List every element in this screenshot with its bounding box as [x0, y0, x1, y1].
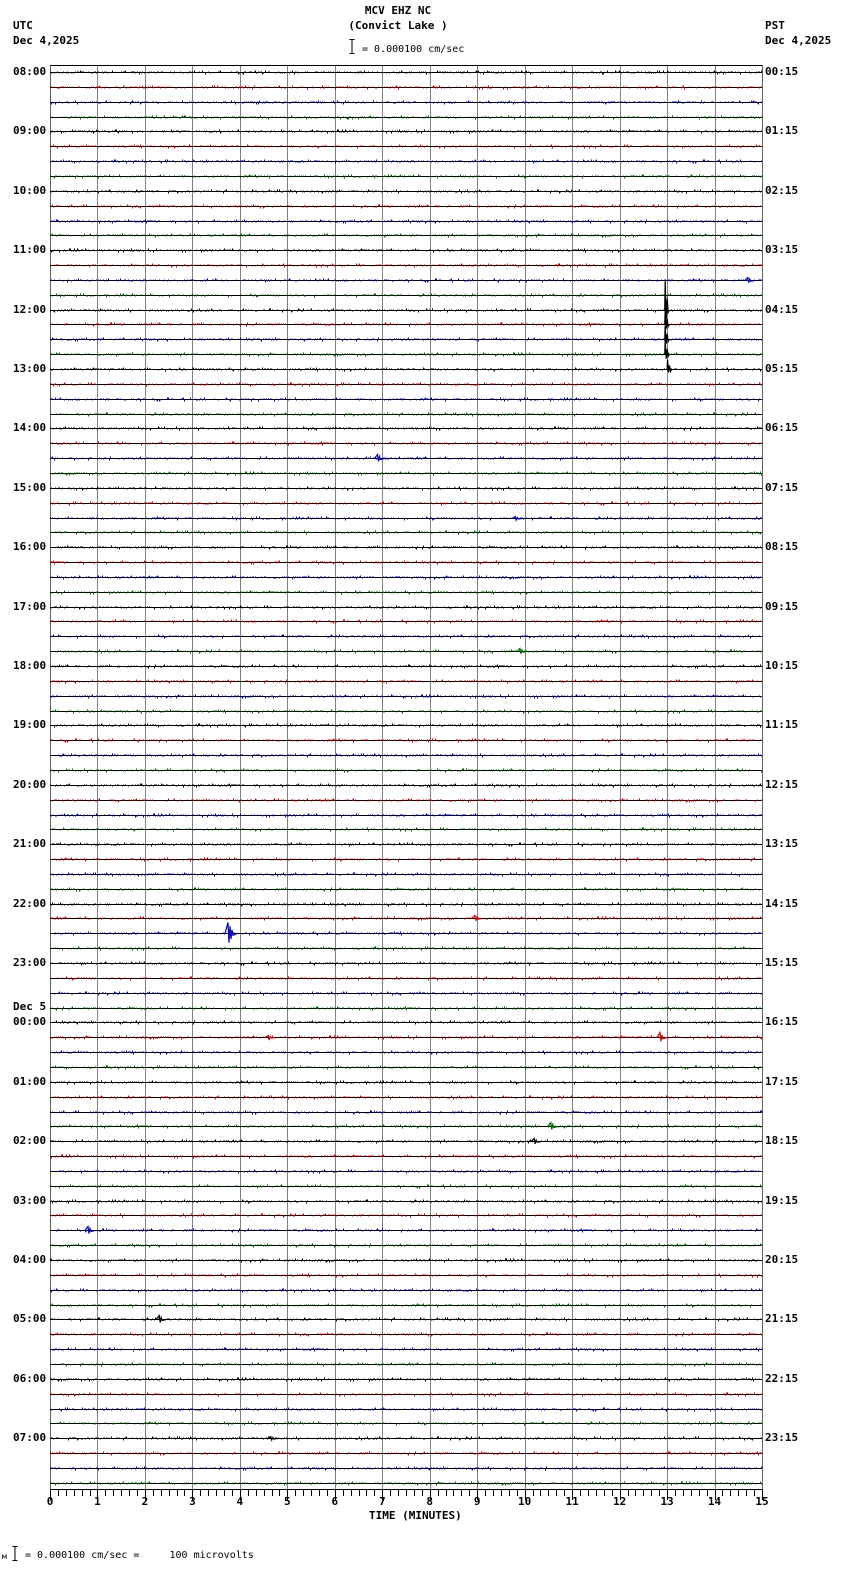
svg-text:8: 8	[426, 1495, 434, 1508]
station-location: (Convict Lake )	[348, 19, 448, 32]
svg-text:1: 1	[94, 1495, 101, 1508]
pst-hour-label: 04:15	[765, 302, 799, 316]
utc-hour-label: 21:00	[13, 837, 47, 851]
utc-hour-label: 03:00	[13, 1193, 47, 1207]
pst-hour-label: 10:15	[765, 659, 799, 672]
utc-hour-label: 14:00	[13, 421, 47, 435]
utc-hour-label: 04:00	[13, 1253, 47, 1266]
utc-hour-label: 06:00	[13, 1371, 47, 1385]
pst-hour-label: 16:15	[765, 1015, 799, 1029]
utc-hour-label: 07:00	[13, 1431, 47, 1445]
date-change-label: Dec 5	[13, 1000, 47, 1014]
svg-text:3: 3	[189, 1495, 196, 1508]
pst-hour-label: 18:15	[765, 1134, 799, 1148]
scale-text: = 0.000100 cm/sec	[362, 44, 465, 55]
pst-hour-label: 11:15	[765, 718, 799, 732]
utc-hour-label: 09:00	[13, 124, 47, 138]
pst-label: PST	[765, 19, 785, 32]
svg-text:15: 15	[755, 1495, 769, 1508]
pst-hour-label: 08:15	[765, 540, 799, 554]
pst-hour-label: 09:15	[765, 599, 799, 613]
station-title: MCV EHZ NC	[364, 4, 432, 17]
utc-hour-label: 08:00	[13, 65, 47, 78]
utc-hour-label: 20:00	[13, 777, 47, 791]
pst-hour-label: 23:15	[765, 1431, 799, 1445]
svg-text:2: 2	[141, 1495, 149, 1508]
utc-hour-label: 15:00	[13, 480, 47, 494]
x-axis-title: TIME (MINUTES)	[369, 1509, 462, 1522]
utc-hour-label: 18:00	[13, 659, 47, 672]
pst-hour-label: 12:15	[765, 777, 799, 791]
pst-date: Dec 4,2025	[765, 34, 832, 47]
pst-hour-label: 00:15	[765, 65, 799, 78]
pst-hour-label: 01:15	[765, 124, 799, 138]
svg-text:6: 6	[331, 1495, 339, 1508]
utc-hour-label: 10:00	[13, 183, 47, 197]
pst-hour-label: 22:15	[765, 1371, 799, 1385]
svg-text:11: 11	[565, 1495, 579, 1508]
utc-hour-label: 13:00	[13, 362, 47, 375]
footer-scale-icon	[12, 1546, 18, 1561]
pst-hour-label: 14:15	[765, 896, 799, 910]
utc-label: UTC	[13, 19, 33, 32]
pst-hour-label: 20:15	[765, 1253, 799, 1266]
pst-hour-label: 06:15	[765, 421, 799, 435]
utc-hour-label: 11:00	[13, 243, 47, 257]
svg-text:0: 0	[46, 1495, 54, 1508]
footer-marker: м	[2, 1552, 7, 1561]
svg-text:14: 14	[707, 1495, 722, 1508]
pst-hour-label: 15:15	[765, 956, 799, 969]
utc-hour-label: 01:00	[13, 1074, 47, 1088]
svg-text:10: 10	[518, 1495, 532, 1508]
svg-text:7: 7	[378, 1495, 386, 1508]
footer-scale-text: = 0.000100 cm/sec = 100 microvolts	[25, 1550, 254, 1561]
pst-hour-label: 19:15	[765, 1193, 799, 1207]
pst-hour-label: 21:15	[765, 1312, 799, 1326]
pst-hour-label: 03:15	[765, 243, 799, 257]
svg-text:12: 12	[612, 1495, 627, 1508]
pst-hour-label: 07:15	[765, 480, 799, 494]
pst-hour-label: 02:15	[765, 183, 799, 197]
utc-hour-label: 19:00	[13, 718, 47, 732]
utc-hour-label: 00:00	[13, 1015, 47, 1029]
svg-text:9: 9	[473, 1495, 481, 1508]
utc-hour-label: 23:00	[13, 956, 47, 969]
pst-hour-label: 17:15	[765, 1074, 799, 1088]
utc-date: Dec 4,2025	[13, 34, 80, 47]
utc-hour-label: 16:00	[13, 540, 47, 554]
svg-text:13: 13	[660, 1495, 674, 1508]
svg-text:5: 5	[284, 1495, 291, 1508]
pst-hour-label: 05:15	[765, 362, 799, 375]
pst-hour-label: 13:15	[765, 837, 799, 851]
utc-hour-label: 17:00	[13, 599, 47, 613]
utc-hour-label: 05:00	[13, 1312, 47, 1326]
svg-text:4: 4	[236, 1495, 244, 1508]
utc-hour-label: 02:00	[13, 1134, 47, 1148]
utc-hour-label: 22:00	[13, 896, 47, 910]
utc-hour-label: 12:00	[13, 302, 47, 316]
